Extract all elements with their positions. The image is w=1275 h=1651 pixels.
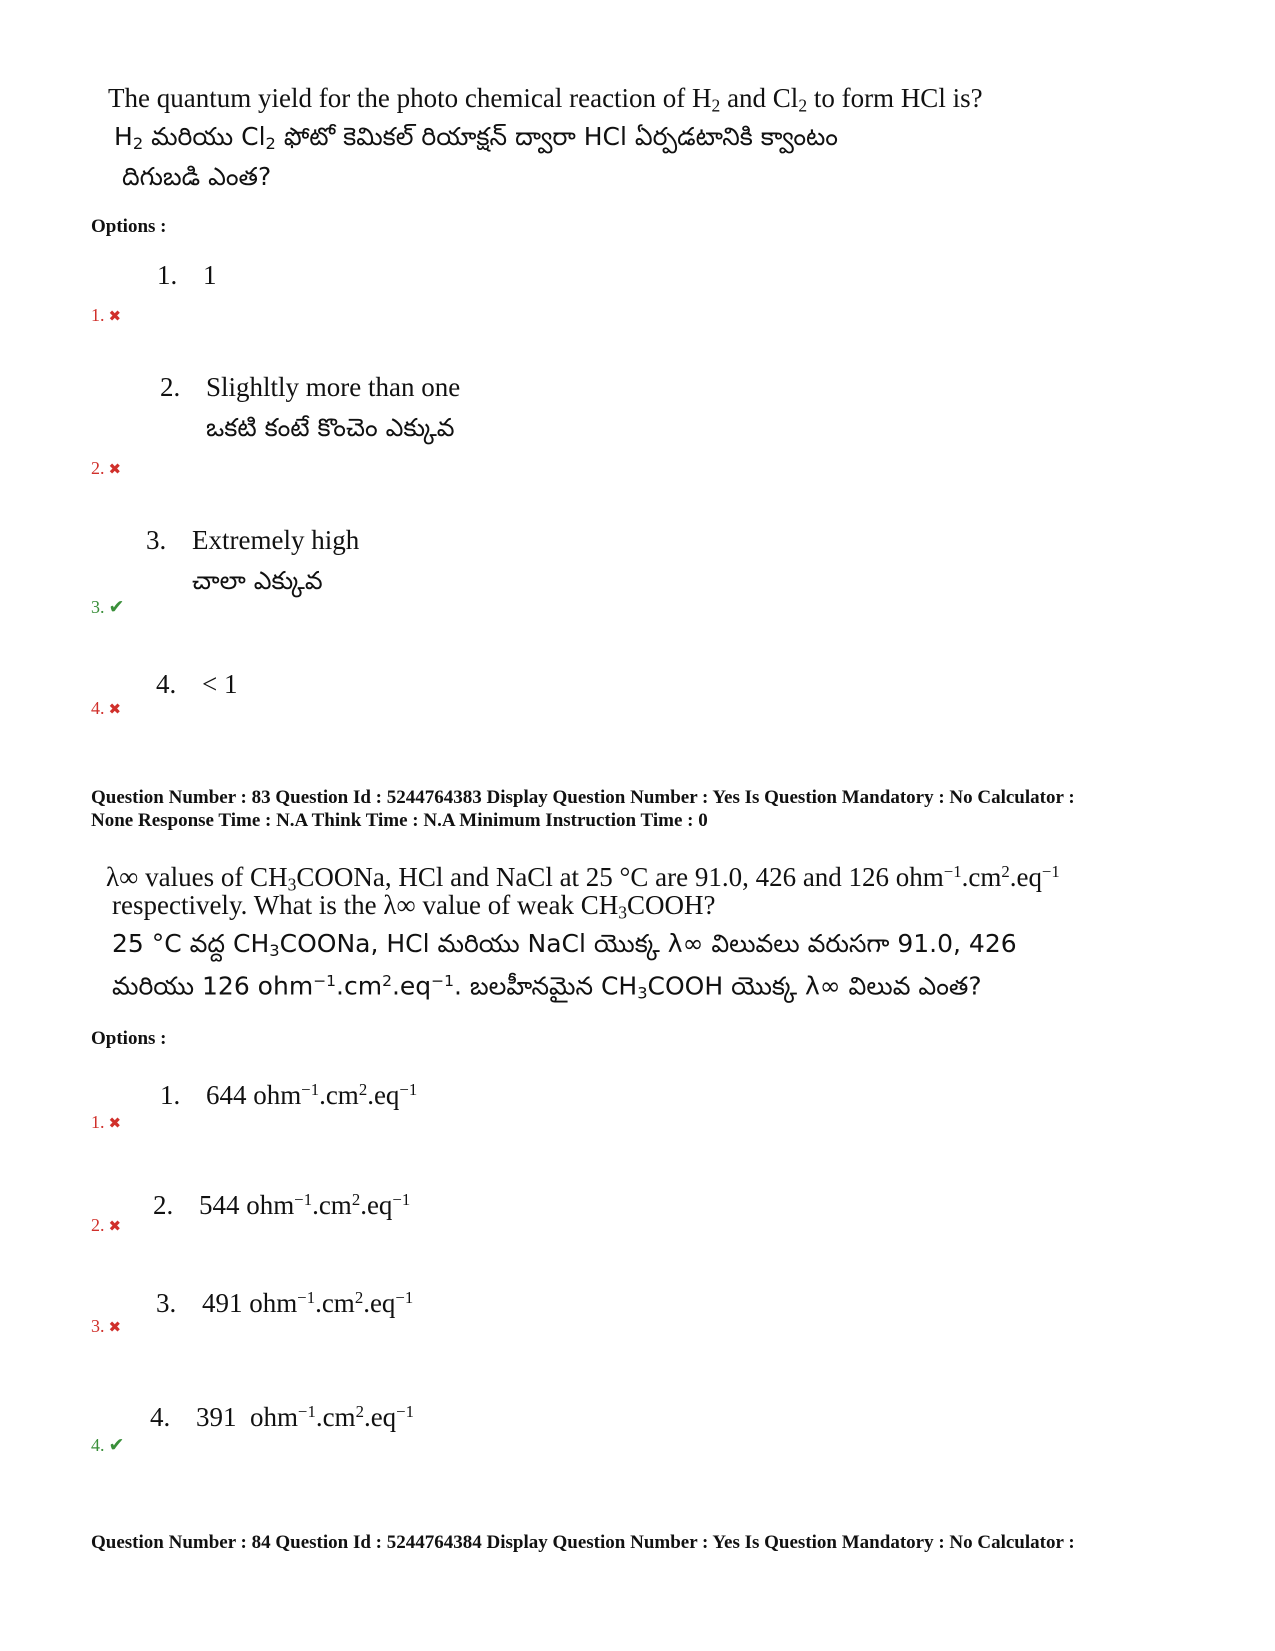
correct-icon: ✔ <box>108 596 125 618</box>
wrong-icon: ✖ <box>108 307 122 325</box>
q83-option-2: 2. 544 $ohm^{-1}.cm^2.eq^{-1}$ <box>153 1190 411 1221</box>
q83-option-4: 4. 391 $ohm^{-1}.cm^2.eq^{-1}$ <box>150 1402 414 1433</box>
wrong-icon: ✖ <box>108 1318 122 1336</box>
q83-text-te-line2: మరియు 126 $ohm^{-1}.cm^2.eq^{-1}$. బలహీనమైన $CH_3COOH$ యొక్క λ∞ విలువ ఎంత? <box>112 971 982 1003</box>
q83-option-3: 3. 491 $ohm^{-1}.cm^2.eq^{-1}$ <box>156 1288 414 1319</box>
q84-meta: Question Number : 84 Question Id : 5244764384 Display Question Number : Yes Is Question Mandatory : No Calculator : <box>91 1532 1075 1553</box>
q82-text-en: The quantum yield for the photo chemical reaction of $H_2$ and $Cl_2$ to form HCl is? <box>108 83 983 116</box>
q82-option-2-te: ఒకటి కంటే కొంచెం ఎక్కువ <box>206 413 455 442</box>
q82-option-3-te: చాలా ఎక్కువ <box>192 566 323 595</box>
q83-option-3-mark: 3. ✖ <box>91 1316 122 1336</box>
q83-option-1-mark: 1. ✖ <box>91 1112 122 1132</box>
q83-text-te-line1: 25 °C వద్ద $CH_3COONa$, HCl మరియు NaCl యొక్క λ∞ విలువలు వరుసగా 91.0, 426 <box>112 929 1017 961</box>
wrong-icon: ✖ <box>108 700 122 718</box>
wrong-icon: ✖ <box>108 1114 122 1132</box>
q82-option-4-mark: 4. ✖ <box>91 698 122 718</box>
q83-meta: Question Number : 83 Question Id : 5244764383 Display Question Number : Yes Is Question Mandatory : No Calculator : None Response Time : N.A Think Time : N.A Minimum Instruction Time : 0 <box>91 787 1075 831</box>
q82-options-label: Options : <box>91 216 167 237</box>
correct-icon: ✔ <box>108 1434 125 1456</box>
q83-option-1: 1. 644 $ohm^{-1}.cm^2.eq^{-1}$ <box>160 1080 418 1111</box>
wrong-icon: ✖ <box>108 1217 122 1235</box>
q82-text-te-line2: దిగుబడి ఎంత? <box>122 162 272 191</box>
q83-text-en-line2: respectively. What is the λ∞ value of weak $CH_3COOH$? <box>112 890 716 923</box>
q82-option-3-mark: 3. ✔ <box>91 596 125 618</box>
q82-option-2-mark: 2. ✖ <box>91 458 122 478</box>
q82-text-te-line1: $H_2$ మరియు $Cl_2$ ఫోటో కెమికల్ రియాక్షన్ ద్వారా HCl ఏర్పడటానికి క్వాంటం <box>114 122 838 154</box>
q82-option-3: 3. Extremely high <box>146 525 360 555</box>
q83-options-label: Options : <box>91 1028 167 1049</box>
q83-option-2-mark: 2. ✖ <box>91 1215 122 1235</box>
q83-text-en-line1: λ∞ values of $CH_3COONa$, HCl and NaCl at 25 °C are 91.0, 426 and 126 $ohm^{-1}.cm^2.eq^{-1}$ <box>106 862 1060 895</box>
wrong-icon: ✖ <box>108 460 122 478</box>
q82-option-4: 4. < 1 <box>156 669 238 699</box>
q82-option-1: 1. 1 <box>157 260 217 290</box>
q82-option-1-mark: 1. ✖ <box>91 305 122 325</box>
q83-option-4-mark: 4. ✔ <box>91 1434 125 1456</box>
q82-option-2: 2. Slighltly more than one <box>160 372 461 402</box>
